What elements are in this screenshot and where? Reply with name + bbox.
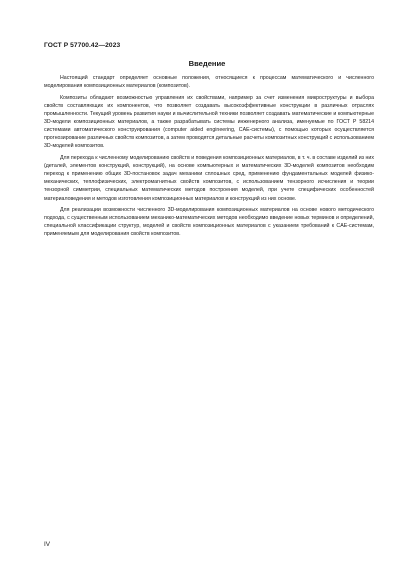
paragraph: Настоящий стандарт определяет основные положения, относящиеся к процессам математического и численного моделирования композиционных материалов (композитов). [44, 75, 374, 90]
document-code: ГОСТ Р 57700.42—2023 [44, 42, 121, 49]
paragraph: Композиты обладают возможностью управления их свойствами, например за счет изменения микроструктуры и выбора свойств составляющих их компонентов, что позволяет создавать высокоэффективные конструкции в различных отраслях промышленности. Текущий уровень развития науки и вычислительной техники позволяет создавать математические и компьютерные 3D-модели композиционных материалов, а также разрабатывать системы инженерного анализа, именуемые по ГОСТ Р 58214 системами автоматического конструирования (computer aided engineering, CAE-системы), с помощью которых осуществляется прогнозирование различных свойств композитов, а затем проводятся детальные расчеты композитных конструкций с использованием 3D-моделей композитов. [44, 94, 374, 150]
section-title: Введение [188, 59, 226, 68]
section-body [44, 74, 374, 242]
paragraph: Для реализации возможности численного 3D-моделирования композиционных материалов на основе нового методического подхода, с существенным использованием механико-математических методов необходимо введение новых терминов и определений, специальной классификации структур, моделей и свойств композиционных материалов с указанием требований к CAE-системам, применяемым для моделирования свойств композитов. [44, 206, 374, 238]
paragraph: Для перехода к численному моделированию свойств и поведения композиционных материалов, в т. ч. в составе изделий из них (деталей, элементов конструкций, конструкций), на основе компьютерных и математических 3D-моделей композитов необходим переход к применению общих 3D-постановок задач механики сплошных сред, применению фундаментальных моделей физико-механических, теплофизических, электромагнитных свойств композитов, с использованием тензорного исчисления и теории тензорной симметрии, специальных математических методов построения моделей, при учете специфических особенностей материаловедения и методов изготовления композиционных материалов и конструкций из них основе. [44, 154, 374, 202]
page-number: IV [44, 541, 51, 548]
